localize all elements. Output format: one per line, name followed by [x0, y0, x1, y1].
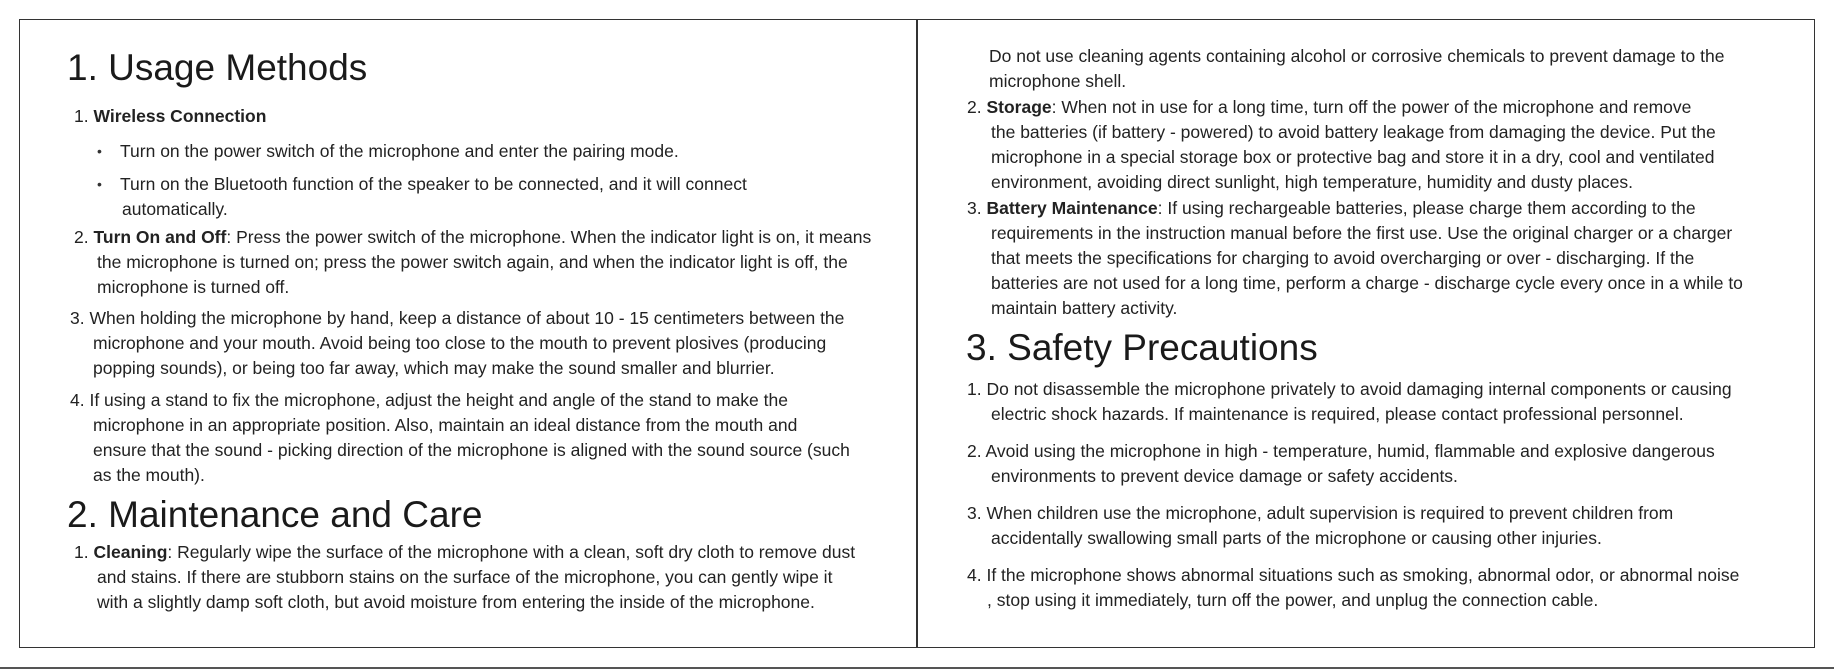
text-line: microphone in a special storage box or protective bag and store it in a dry, cool and ventilated — [991, 147, 1715, 167]
column-divider — [916, 19, 918, 648]
item-number: 3. — [967, 198, 982, 218]
bullet-icon: • — [97, 176, 102, 192]
text-line: the batteries (if battery - powered) to avoid battery leakage from damaging the device. Put the — [991, 122, 1716, 142]
text-line: Do not use cleaning agents containing alcohol or corrosive chemicals to prevent damage to the — [989, 46, 1725, 66]
item-number: 2. — [74, 227, 89, 247]
text-line: requirements in the instruction manual before the first use. Use the original charger or a charger — [991, 223, 1733, 243]
list-item-disassemble: 1. Do not disassemble the microphone privately to avoid damaging internal components or causing — [967, 379, 1732, 399]
item-number: 1. — [74, 106, 89, 126]
text-line: environments to prevent device damage or safety accidents. — [991, 466, 1458, 486]
text-line: ensure that the sound - picking direction of the microphone is aligned with the sound source (such — [93, 440, 850, 460]
section-title-maintenance: 2. Maintenance and Care — [67, 494, 483, 535]
text-line: microphone in an appropriate position. Also, maintain an ideal distance from the mouth and — [93, 415, 798, 435]
text-line: microphone is turned off. — [97, 277, 290, 297]
text-line: that meets the specifications for charging to avoid overcharging or over - discharging. If the — [991, 248, 1695, 268]
list-item-abnormal: 4. If the microphone shows abnormal situations such as smoking, abnormal odor, or abnormal noise — [967, 565, 1740, 585]
text-line: maintain battery activity. — [991, 298, 1178, 318]
text-line: with a slightly damp soft cloth, but avoid moisture from entering the inside of the microphone. — [97, 592, 815, 612]
text-line: as the mouth). — [93, 465, 205, 485]
item-text: : If using rechargeable batteries, please charge them according to the — [1157, 198, 1696, 218]
text-line: , stop using it immediately, turn off the power, and unplug the connection cable. — [987, 590, 1599, 610]
item-title: Turn On and Off — [93, 227, 227, 247]
item-text: : When not in use for a long time, turn off the power of the microphone and remove — [1051, 97, 1692, 117]
item-text: : Press the power switch of the microphone. When the indicator light is on, it means — [226, 227, 872, 247]
item-text: : Regularly wipe the surface of the microphone with a clean, soft dry cloth to remove dust — [167, 542, 856, 562]
bullet-bluetooth-line-2: automatically. — [122, 199, 228, 219]
list-item-children: 3. When children use the microphone, adult supervision is required to prevent children from — [967, 503, 1674, 523]
text-line: the microphone is turned on; press the power switch again, and when the indicator light is off, the — [97, 252, 848, 272]
item-title: Wireless Connection — [93, 106, 267, 126]
section-title-safety: 3. Safety Precautions — [966, 327, 1318, 368]
section-title-usage-methods: 1. Usage Methods — [67, 47, 368, 88]
text-line: popping sounds), or being too far away, which may make the sound smaller and blurrier. — [93, 358, 775, 378]
item-number: 2. — [967, 97, 982, 117]
text-line: environment, avoiding direct sunlight, high temperature, humidity and dusty places. — [991, 172, 1634, 192]
text-line: microphone and your mouth. Avoid being too close to the mouth to prevent plosives (producing — [93, 333, 827, 353]
text-line: accidentally swallowing small parts of the microphone or causing other injuries. — [991, 528, 1602, 548]
bullet-icon: • — [97, 143, 102, 159]
item-number: 1. — [74, 542, 89, 562]
bullet-pairing-mode: Turn on the power switch of the microphone and enter the pairing mode. — [120, 141, 679, 161]
item-title: Battery Maintenance — [986, 198, 1158, 218]
text-line: electric shock hazards. If maintenance is required, please contact professional personnel. — [991, 404, 1684, 424]
item-title: Storage — [986, 97, 1052, 117]
text-line: and stains. If there are stubborn stains on the surface of the microphone, you can gently wipe it — [97, 567, 833, 587]
text-line: batteries are not used for a long time, perform a charge - discharge cycle every once in a while to — [991, 273, 1743, 293]
bullet-bluetooth-line-1: Turn on the Bluetooth function of the speaker to be connected, and it will connect — [120, 174, 747, 194]
list-item-wireless-connection — [74, 104, 266, 129]
text-line: microphone shell. — [989, 71, 1127, 91]
list-item-stand: 4. If using a stand to fix the microphone, adjust the height and angle of the stand to make the — [70, 390, 788, 410]
item-title: Cleaning — [93, 542, 168, 562]
list-item-turn-on-off — [74, 225, 871, 250]
list-item-battery-maintenance — [967, 196, 1696, 221]
list-item-storage — [967, 95, 1691, 120]
list-item-cleaning — [74, 540, 855, 565]
list-item-dangerous-environments: 2. Avoid using the microphone in high - temperature, humid, flammable and explosive dangerous — [967, 441, 1715, 461]
list-item-hand-distance: 3. When holding the microphone by hand, keep a distance of about 10 - 15 centimeters between the — [70, 308, 845, 328]
